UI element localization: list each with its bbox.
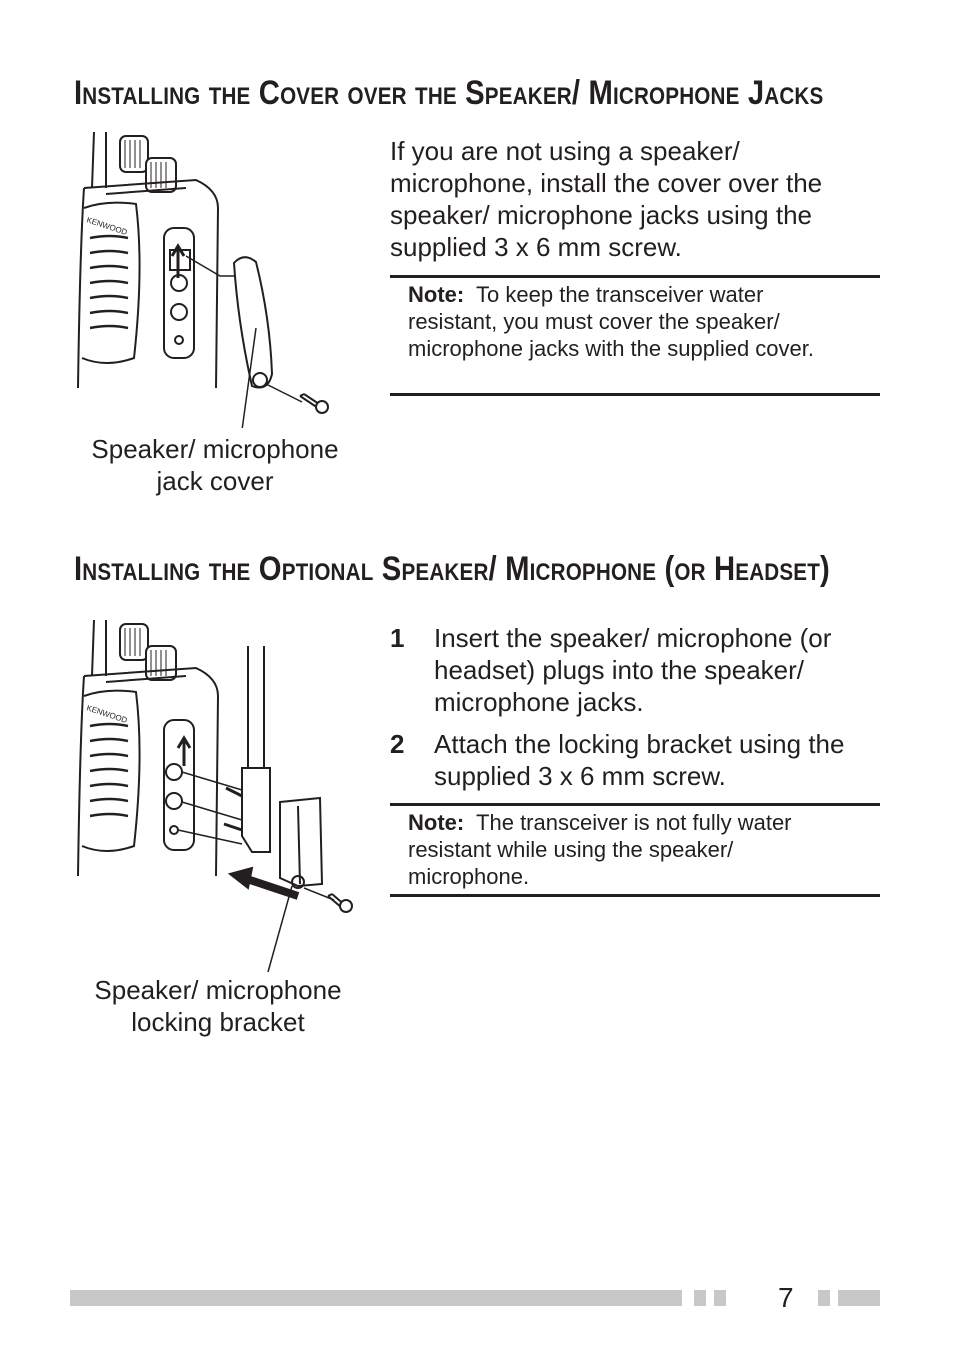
note-box-speaker: [408, 809, 858, 890]
note-rule-top: [390, 803, 880, 806]
note-label: Note:: [408, 282, 465, 307]
section-heading-optional-speaker: Installing the Optional Speaker/ Microphone (or Headset): [74, 550, 830, 588]
list-item: [390, 622, 890, 718]
radio-bracket-illustration: [66, 616, 366, 976]
note-label: Note:: [408, 810, 465, 835]
note-rule-bottom: [390, 393, 880, 396]
footer-bar-segment: [818, 1290, 830, 1306]
caption-locking-bracket: Speaker/ microphone locking bracket: [94, 975, 342, 1037]
caption-jack-cover: Speaker/ microphone jack cover: [91, 434, 339, 496]
intro-paragraph: If you are not using a speaker/ microphone, install the cover over the speaker/ microphone jacks using the supplied 3 x 6 mm screw.: [390, 136, 823, 262]
step-text: Insert the speaker/ microphone (or headset) plugs into the speaker/ microphone jacks.: [434, 623, 832, 717]
brand-mark: KENWOOD: [85, 215, 129, 237]
step-list: [390, 622, 890, 802]
list-item: [390, 728, 890, 792]
radio-cover-illustration: [66, 128, 366, 428]
brand-mark: KENWOOD: [85, 703, 129, 725]
footer-bar-segment: [714, 1290, 726, 1306]
section-heading-cover: Installing the Cover over the Speaker/ Microphone Jacks: [74, 74, 824, 112]
note-text: To keep the transceiver water resistant, you must cover the speaker/ microphone jacks with the supplied cover.: [408, 282, 814, 361]
note-rule-top: [390, 275, 880, 278]
step-number: 1: [390, 623, 405, 653]
page-number: 7: [778, 1282, 794, 1313]
note-text: The transceiver is not fully water resistant while using the speaker/ microphone.: [408, 810, 792, 889]
step-number: 2: [390, 729, 405, 759]
step-text: Attach the locking bracket using the supplied 3 x 6 mm screw.: [434, 729, 845, 791]
footer-bar-left: [70, 1290, 682, 1306]
note-rule-bottom: [390, 894, 880, 897]
footer-bar-right: [838, 1290, 880, 1306]
footer-bar-segment: [694, 1290, 706, 1306]
note-box-cover: [408, 281, 858, 362]
